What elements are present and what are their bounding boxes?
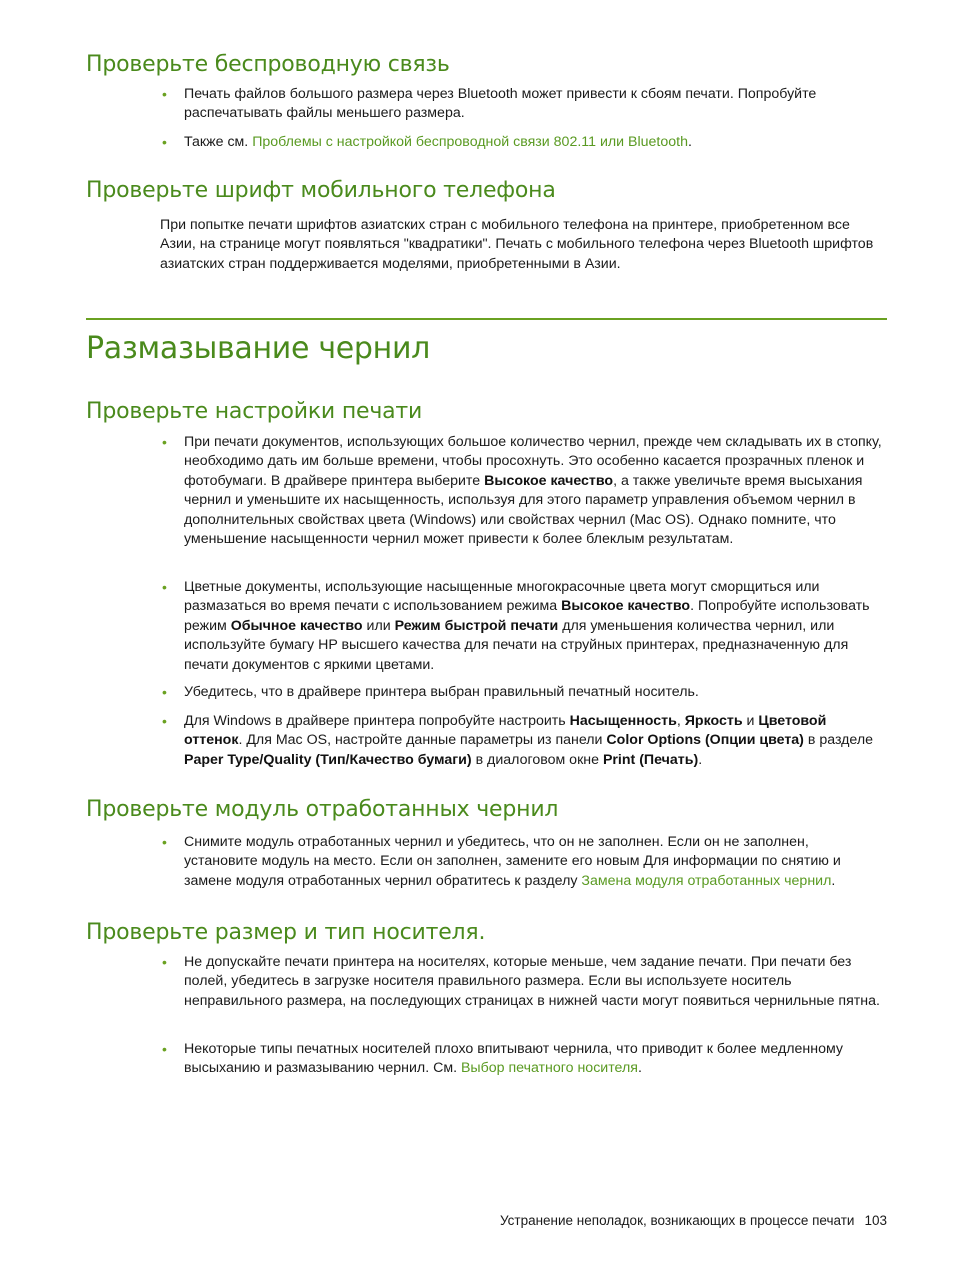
text-run: в диалоговом окне — [471, 751, 603, 768]
media-bullet-1: Не допускайте печати принтера на носителях, которые меньше, чем задание печати. При печати без полей, убедитесь в загрузке носителя правильного размера. Если вы используете носитель неправильного размера, на последующих страницах в нижней части могут появиться чернильные пятна. — [184, 954, 880, 1009]
bullet-marker: • — [162, 86, 167, 102]
text-run: и — [742, 713, 759, 729]
wireless-bullet-2-prefix: Также см. — [184, 134, 253, 150]
mobile-font-paragraph: При попытке печати шрифтов азиатских стран с мобильного телефона на принтере, приобретенном все Азии, на странице могут появляться "квадратики". Печать с мобильного телефона через Bluetooth шрифтов азиатских стран поддерживается моделями, приобретенными в Азии. — [160, 217, 874, 272]
chapter-divider — [86, 318, 887, 320]
text-run: . Для Mac OS, настройте данные параметры из панели — [238, 732, 607, 749]
heading-check-ink-module: Проверьте модуль отработанных чернил — [86, 797, 559, 822]
bullet-marker: • — [162, 713, 167, 729]
text-run: При печати документов, использующих большое количество чернил, прежде чем складывать их в стопку, необходимо дать им больше времени, чтобы просохнуть. Это особенно касается прозрачных пленок и фотобумаги. В драйвере принтера выберите — [184, 434, 882, 489]
link-replace-ink-module[interactable]: Замена модуля отработанных чернил — [581, 872, 832, 889]
print-settings-bullet-4 — [184, 712, 884, 770]
bullet-marker: • — [162, 954, 167, 970]
text-run: . Попробуйте использовать режим — [184, 598, 870, 634]
bold-high-quality: Высокое качество — [561, 598, 691, 615]
wireless-bullet-2 — [184, 133, 884, 152]
ink-module-bullet-1 — [184, 833, 884, 891]
bullet-marker: • — [162, 834, 167, 850]
wireless-bullet-1: Печать файлов большого размера через Bluetooth может привести к сбоям печати. Попробуйте распечатывать файлы меньшего размера. — [184, 86, 817, 122]
text-run: Снимите модуль отработанных чернил и убедитесь, что он не заполнен. Если он не заполнен, установите модуль на место. Если он заполнен, замените его новым Для информации по снятию и замене модуля отработанных чернил обратитесь к разделу — [184, 834, 841, 889]
page-number: 103 — [864, 1213, 887, 1228]
bullet-marker: • — [162, 684, 167, 700]
heading-check-mobile-font: Проверьте шрифт мобильного телефона — [86, 178, 556, 203]
bold-color-tone: Цветовой оттенок — [184, 713, 827, 749]
text-run: . — [831, 872, 836, 889]
bold-color-options: Color Options (Опции цвета) — [606, 732, 804, 749]
media-bullet-2 — [184, 1040, 884, 1079]
text-run: Некоторые типы печатных носителей плохо впитывают чернила, что приводит к более медленному высыханию и размазыванию чернил. См. — [184, 1041, 843, 1077]
text-run: . — [637, 1060, 642, 1077]
heading-check-media-size-type: Проверьте размер и тип носителя. — [86, 920, 486, 945]
bold-fast-print-mode: Режим быстрой печати — [394, 617, 559, 634]
page-footer — [500, 1213, 887, 1228]
text-run: в разделе — [803, 732, 874, 749]
bullet-marker: • — [162, 579, 167, 595]
heading-check-print-settings: Проверьте настройки печати — [86, 399, 423, 424]
bold-high-quality: Высокое качество — [484, 472, 614, 489]
link-select-print-media[interactable]: Выбор печатного носителя — [460, 1060, 638, 1077]
print-settings-bullet-1 — [184, 433, 884, 549]
text-run: или — [362, 617, 395, 634]
print-settings-bullet-2 — [184, 578, 884, 675]
footer-text: Устранение неполадок, возникающих в процессе печати — [499, 1213, 855, 1228]
text-run: для уменьшения количества чернил, или используйте бумагу HP высшего качества для печати на струйных принтерах, предназначенную для печати документов с яркими цветами. — [184, 617, 849, 673]
wireless-bullet-2-suffix: . — [687, 134, 692, 150]
text-run: , — [676, 713, 685, 729]
bold-print-dialog: Print (Печать) — [602, 751, 699, 768]
bold-saturation: Насыщенность — [569, 713, 677, 729]
print-settings-bullet-3: Убедитесь, что в драйвере принтера выбран правильный печатный носитель. — [184, 684, 699, 700]
text-run: Цветные документы, использующие насыщенные многокрасочные цвета могут сморщиться или размазаться во время печати с использованием режима — [184, 579, 820, 615]
bold-paper-type-quality: Paper Type/Quality (Тип/Качество бумаги) — [184, 751, 472, 768]
text-run: Для Windows в драйвере принтера попробуйте настроить — [184, 713, 570, 729]
bullet-marker: • — [162, 134, 167, 150]
bold-normal-quality: Обычное качество — [230, 617, 363, 634]
text-run: . — [698, 751, 703, 768]
bold-brightness: Яркость — [684, 713, 743, 729]
heading-check-wireless: Проверьте беспроводную связь — [86, 52, 450, 77]
text-run: , а также увеличьте время высыхания чернил и уменьшите их насыщенность, используя для этого параметр управления объемом чернил в дополнительных свойствах цвета (Windows) или свойствах чернил (Mac OS). Однако помните, что уменьшение насыщенности чернил может привести к более блеклым результатам. — [184, 472, 863, 548]
bullet-marker: • — [162, 1041, 167, 1057]
bullet-marker: • — [162, 434, 167, 450]
chapter-title: Размазывание чернил — [86, 331, 431, 366]
link-wireless-setup-problems[interactable]: Проблемы с настройкой беспроводной связи 802.11 или Bluetooth — [252, 134, 688, 150]
